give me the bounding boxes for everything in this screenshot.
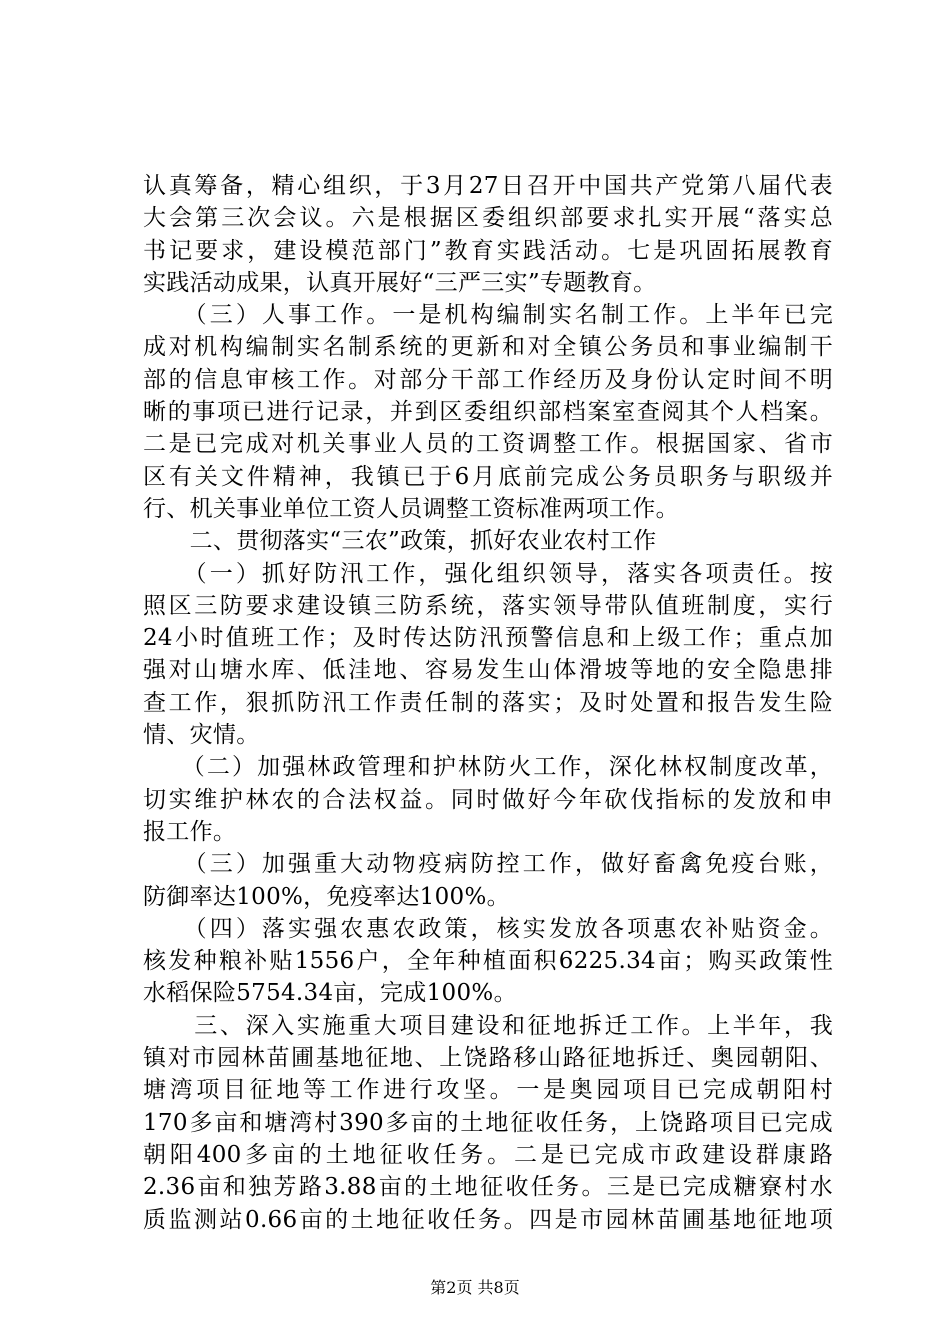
text-line: 查工作，狠抓防汛工作责任制的落实；及时处置和报告发生险 <box>143 689 833 716</box>
text-line: 质监测站0.66亩的土地征收任务。四是市园林苗圃基地征地项 <box>143 1206 833 1233</box>
text-line: 区有关文件精神，我镇已于6月底前完成公务员职务与职级并 <box>143 463 833 490</box>
text-line: 行、机关事业单位工资人员调整工资标准两项工作。 <box>143 495 679 522</box>
body-text <box>143 170 833 1236</box>
text-line: 书记要求，建设模范部门”教育实践活动。七是巩固拓展教育 <box>143 237 833 264</box>
text-line: 部的信息审核工作。对部分干部工作经历及身份认定时间不明 <box>143 366 833 393</box>
text-line: 实践活动成果，认真开展好“三严三实”专题教育。 <box>143 269 657 296</box>
text-line: 防御率达100%，免疫率达100%。 <box>143 883 510 910</box>
text-line: 朝阳400多亩的土地征收任务。二是已完成市政建设群康路 <box>143 1141 833 1168</box>
text-line: 170多亩和塘湾村390多亩的土地征收任务，上饶路项目已完成 <box>143 1109 833 1136</box>
text-line: 核发种粮补贴1556户，全年种植面积6225.34亩；购买政策性 <box>143 948 833 975</box>
text-line: 大会第三次会议。六是根据区委组织部要求扎实开展“落实总 <box>143 205 833 232</box>
text-line: （三）加强重大动物疫病防控工作，做好畜禽免疫台账， <box>143 851 833 878</box>
text-line: 塘湾项目征地等工作进行攻坚。一是奥园项目已完成朝阳村 <box>143 1077 833 1104</box>
section-heading: 二、贯彻落实“三农”政策，抓好农业农村工作 <box>143 528 657 555</box>
text-line: 情、灾情。 <box>143 722 260 749</box>
text-line: 认真筹备，精心组织，于3月27日召开中国共产党第八届代表 <box>143 173 833 199</box>
text-line: 照区三防要求建设镇三防系统，落实领导带队值班制度，实行 <box>143 592 833 619</box>
text-line: 晰的事项已进行记录，并到区委组织部档案室查阅其个人档案。 <box>143 399 833 426</box>
page-number-footer: 第2页 共8页 <box>430 1278 520 1297</box>
text-line: 切实维护林农的合法权益。同时做好今年砍伐指标的发放和申 <box>143 786 833 813</box>
text-line: （三）人事工作。一是机构编制实名制工作。上半年已完 <box>143 302 833 329</box>
text-line: 镇对市园林苗圃基地征地、上饶路移山路征地拆迁、奥园朝阳、 <box>143 1045 833 1072</box>
text-line: 三、深入实施重大项目建设和征地拆迁工作。上半年，我 <box>143 1012 833 1039</box>
text-line: （一）抓好防汛工作，强化组织领导，落实各项责任。按 <box>143 560 833 587</box>
text-line: （二）加强林政管理和护林防火工作，深化林权制度改革， <box>143 754 833 781</box>
text-line: 强对山塘水库、低洼地、容易发生山体滑坡等地的安全隐患排 <box>143 657 833 684</box>
text-line: 二是已完成对机关事业人员的工资调整工作。根据国家、省市 <box>143 431 833 458</box>
text-line: 24小时值班工作；及时传达防汛预警信息和上级工作；重点加 <box>143 625 833 652</box>
text-line: 成对机构编制实名制系统的更新和对全镇公务员和事业编制干 <box>143 334 833 361</box>
text-line: 2.36亩和独芳路3.88亩的土地征收任务。三是已完成糖寮村水 <box>143 1174 833 1201</box>
text-line: （四）落实强农惠农政策，核实发放各项惠农补贴资金。 <box>143 915 833 942</box>
text-line: 水稻保险5754.34亩，完成100%。 <box>143 980 517 1007</box>
text-line: 报工作。 <box>143 818 237 845</box>
